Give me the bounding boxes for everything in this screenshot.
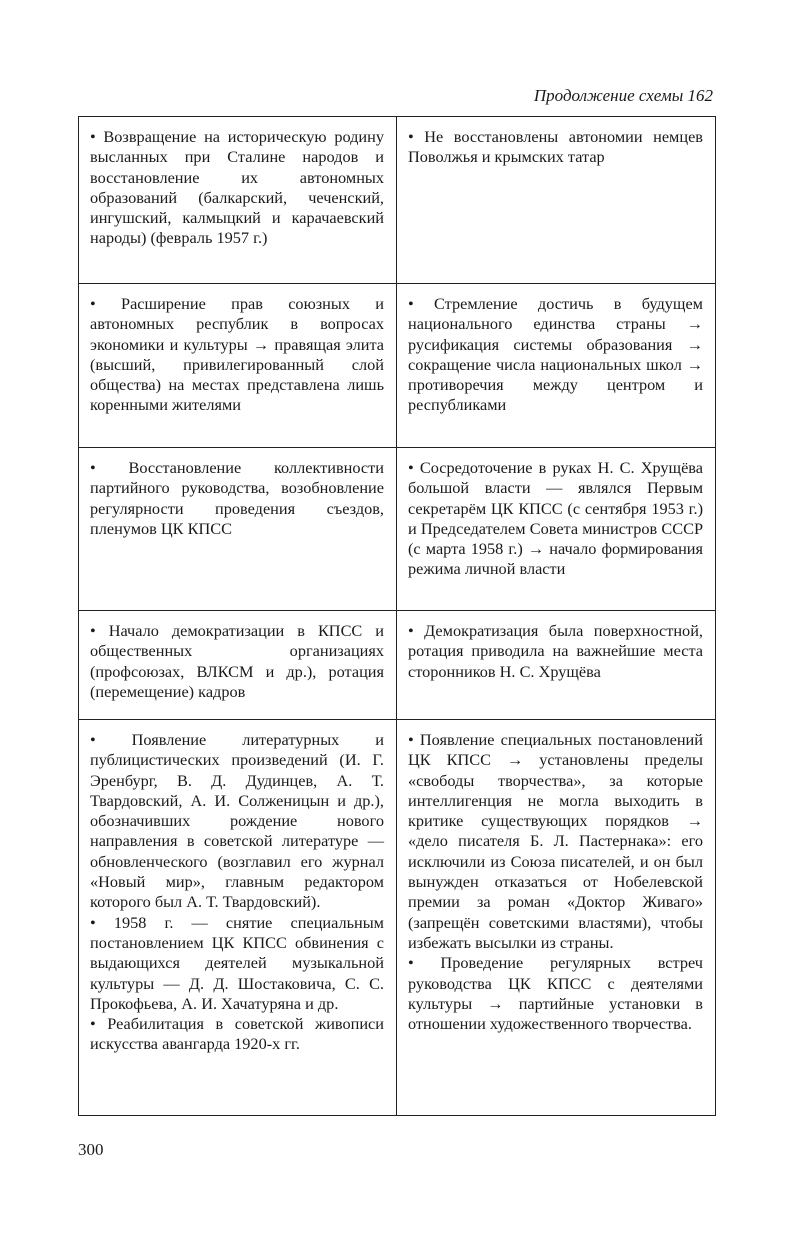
list-item: • 1958 г. — снятие специальным постановлением ЦК КПСС обвинения с выдающихся деятелей музыкальной культуры — Д. Д. Шостаковича, С. С. Прокофьева, А. И. Хачатуряна и др. bbox=[90, 912, 384, 1013]
row2-left-cell bbox=[79, 284, 397, 448]
page-number: 300 bbox=[78, 1140, 104, 1159]
row1-left-cell bbox=[79, 117, 397, 284]
row5-right-cell bbox=[397, 720, 716, 1116]
list-item: • Проведение регулярных встреч руководства ЦК КПСС с деятелями культуры → партийные установки в отношении художественного творчества. bbox=[408, 953, 703, 1034]
row2-right-cell bbox=[397, 284, 716, 448]
list-item: • Появление литературных и публицистических произведений (И. Г. Эренбург, В. Д. Дудинцев, А. Т. Твардовский, А. И. Солженицын и др.), обозначивших рождение нового направления в советской литературе — обновленческого (возглавил его журнал «Новый мир», главным редактором которого был А. Т. Твардовский). bbox=[90, 730, 384, 912]
list-item: • Расширение прав союзных и автономных республик в вопросах экономики и культуры → правящая элита (высший, привилегированный слой общества) на местах представлена лишь коренными жителями bbox=[90, 294, 384, 415]
list-item: • Стремление достичь в будущем национального единства страны → русификация системы образования → сокращение числа национальных школ → противоречия между центром и республиками bbox=[408, 294, 703, 415]
scheme-table bbox=[78, 116, 716, 1116]
list-item: • Не восстановлены автономии немцев Поволжья и крымских татар bbox=[408, 127, 703, 167]
row1-right-cell bbox=[397, 117, 716, 284]
scheme-caption: Продолжение схемы 162 bbox=[533, 86, 713, 105]
row4-left-cell bbox=[79, 611, 397, 720]
list-item: • Возвращение на историческую родину высланных при Сталине народов и восстановление их автономных образований (балкарский, чеченский, ингушский, калмыцкий и карачаевский народы) (февраль 1957 г.) bbox=[90, 127, 384, 248]
list-item: • Появление специальных постановлений ЦК КПСС → установлены пределы «свободы творчества», за которые интеллигенция не могла выходить в критике существующих порядков → «дело писателя Б. Л. Пастернака»: его исключили из Союза писателей, и он был вынужден отказаться от Нобелевской премии за роман «Доктор Живаго» (запрещён советскими властями), чтобы избежать высылки из страны. bbox=[408, 730, 703, 952]
list-item: • Восстановление коллективности партийного руководства, возобновление регулярности проведения съездов, пленумов ЦК КПСС bbox=[90, 458, 384, 538]
table-row bbox=[79, 284, 716, 448]
table-row bbox=[79, 611, 716, 720]
row4-right-cell bbox=[397, 611, 716, 720]
list-item: • Начало демократизации в КПСС и общественных организациях (профсоюзах, ВЛКСМ и др.), ротация (перемещение) кадров bbox=[90, 621, 384, 701]
row5-left-cell bbox=[79, 720, 397, 1116]
row3-right-cell bbox=[397, 448, 716, 611]
table-row bbox=[79, 720, 716, 1116]
list-item: • Сосредоточение в руках Н. С. Хрущёва большой власти — являлся Первым секретарём ЦК КПСС (с сентября 1953 г.) и Председателем Совета министров СССР (с марта 1958 г.) → начало формирования режима личной власти bbox=[408, 458, 703, 579]
list-item: • Демократизация была поверхностной, ротация приводила на важнейшие места сторонников Н. С. Хрущёва bbox=[408, 621, 703, 681]
table-row bbox=[79, 117, 716, 284]
row3-left-cell bbox=[79, 448, 397, 611]
list-item: • Реабилитация в советской живописи искусства авангарда 1920-х гг. bbox=[90, 1014, 384, 1054]
table-row bbox=[79, 448, 716, 611]
